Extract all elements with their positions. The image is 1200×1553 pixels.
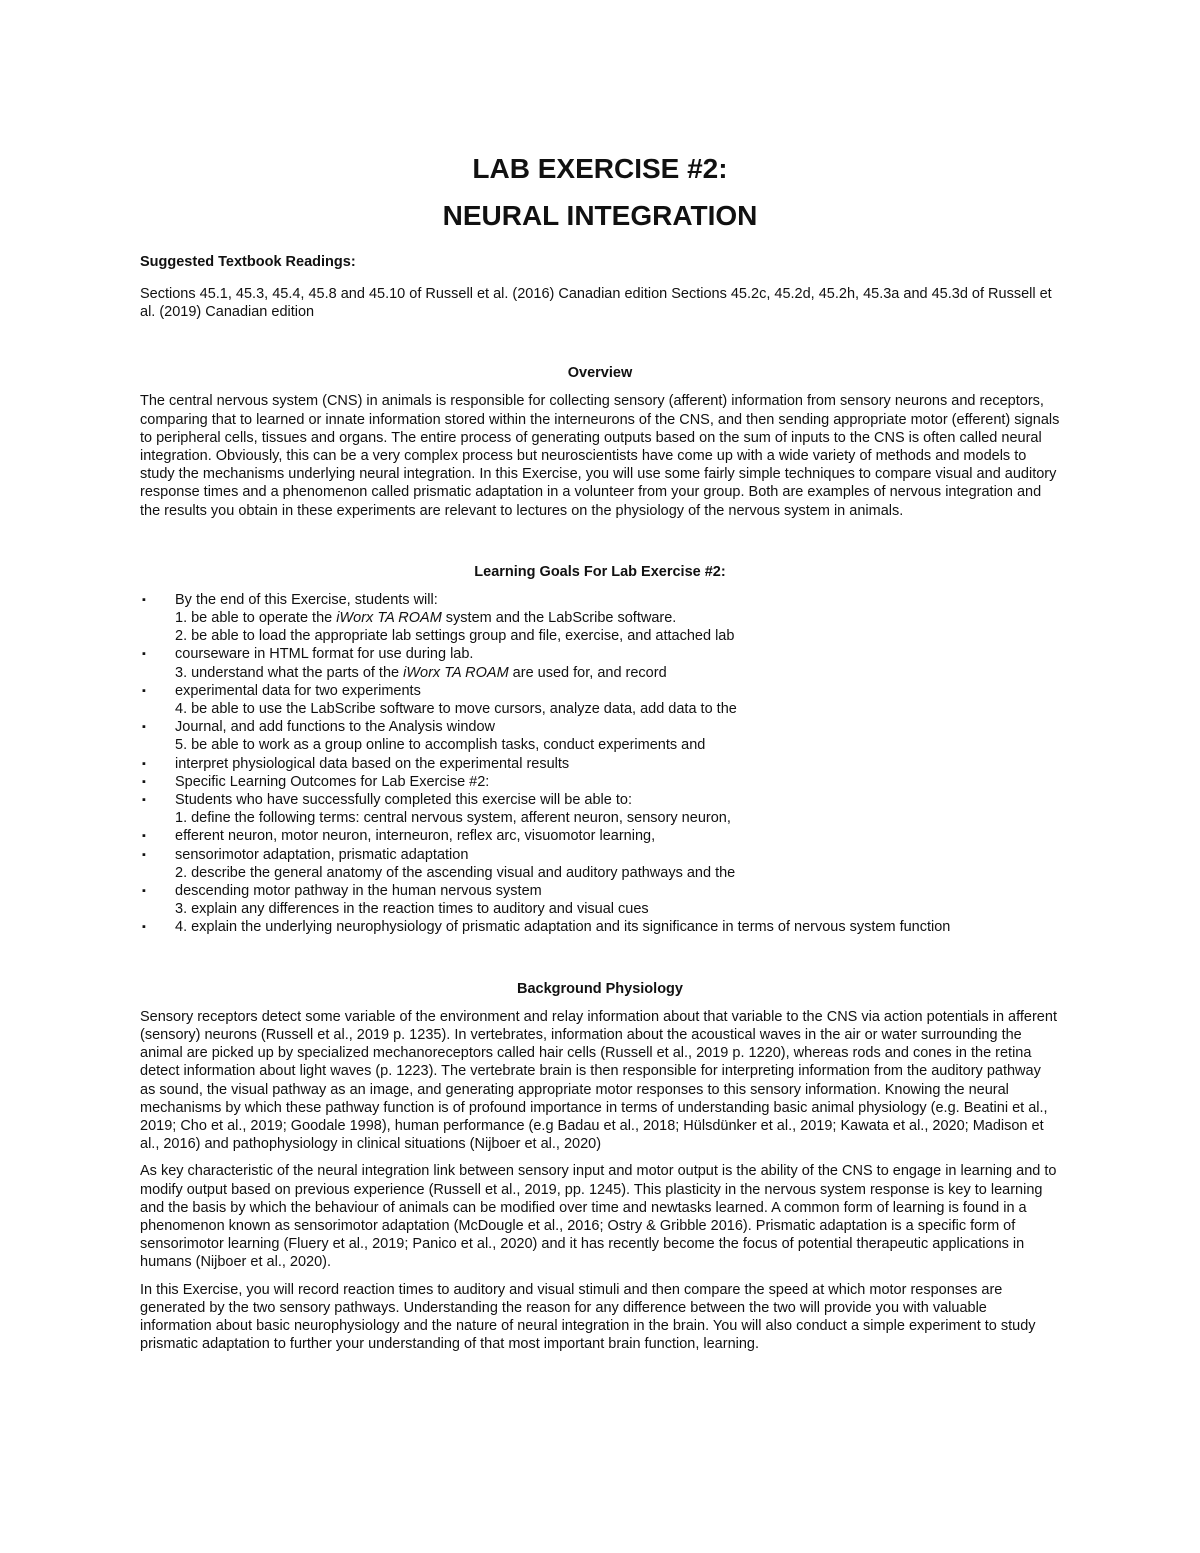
goal-text: Students who have successfully completed this exercise will be able to: <box>175 792 632 809</box>
goal-item <box>140 827 1060 845</box>
bullet-icon: ▪ <box>142 830 146 843</box>
goal-text: 3. explain any differences in the reaction times to auditory and visual cues <box>175 901 649 918</box>
goal-text: 5. be able to work as a group online to accomplish tasks, conduct experiments and <box>175 737 706 754</box>
learning-goals-heading: Learning Goals For Lab Exercise #2: <box>474 563 726 580</box>
document-title-line-1: LAB EXERCISE #2: <box>472 153 728 184</box>
goal-item <box>140 773 1060 791</box>
goal-text: interpret physiological data based on the experimental results <box>175 755 570 772</box>
overview-paragraph: The central nervous system (CNS) in animals is responsible for collecting sensory (afferent) information from sensory neurons and receptors, comparing that to learned or innate information stored within the interneurons of the CNS, and then sending appropriate motor (efferent) signals to peripheral cells, tissues and organs. The entire process of generating outputs based on the sum of inputs to the CNS is often called neural integration. Obviously, this can be a very complex process but neuroscientists have come up with a wide variety of methods and models to study the mechanisms underlying neural integration. In this Exercise, you will use some fairly simple techniques to compare visual and auditory response times and a phenomenon called prismatic adaptation in a volunteer from your group. Both are examples of nervous integration and the results you obtain in these experiments are relevant to lectures on the physiology of the nervous system in animals. <box>140 393 1060 519</box>
goal-item <box>140 718 1060 736</box>
goal-item <box>140 882 1060 900</box>
readings-text: Sections 45.1, 45.3, 45.4, 45.8 and 45.10 of Russell et al. (2016) Canadian edition Sections 45.2c, 45.2d, 45.2h, 45.3a and 45.3d of Russell et al. (2019) Canadian edition <box>140 286 1052 321</box>
goal-item <box>140 809 1060 827</box>
goal-text: experimental data for two experiments <box>175 682 421 699</box>
goal-text: descending motor pathway in the human nervous system <box>175 883 542 900</box>
goal-item <box>140 846 1060 864</box>
goal-item <box>140 700 1060 718</box>
goal-text: sensorimotor adaptation, prismatic adaptation <box>175 846 469 863</box>
bullet-icon: ▪ <box>142 757 146 770</box>
bullet-icon: ▪ <box>142 648 146 661</box>
bullet-icon: ▪ <box>142 684 146 697</box>
bullet-icon: ▪ <box>142 885 146 898</box>
goal-item <box>140 900 1060 918</box>
goal-text: 1. define the following terms: central nervous system, afferent neuron, sensory neuron, <box>175 810 731 827</box>
goal-text: 4. explain the underlying neurophysiology of prismatic adaptation and its significance in terms of nervous system function <box>175 919 951 936</box>
bullet-icon: ▪ <box>142 794 146 807</box>
goal-text: Journal, and add functions to the Analysis window <box>175 719 496 736</box>
goal-text-post: system and the LabScribe software. <box>441 610 677 627</box>
goal-text: efferent neuron, motor neuron, interneuron, reflex arc, visuomotor learning, <box>175 828 656 845</box>
goal-text: 2. describe the general anatomy of the ascending visual and auditory pathways and the <box>175 864 736 881</box>
background-paragraph-2: As key characteristic of the neural integration link between sensory input and motor output is the ability of the CNS to engage in learning and to modify output based on previous experience (Russell et al., 2019, pp. 1245). This plasticity in the nervous system response is key to learning and the basis by which the behaviour of animals can be modified over time and newtasks learned. A common form of learning is found in a phenomenon known as sensorimotor adaptation (McDougle et al., 2016; Ostry & Gribble 2016). Prismatic adaptation is a specific form of sensorimotor learning (Fluery et al., 2019; Panico et al., 2020) and it has recently become the focus of potential therapeutic applications in humans (Nijboer et al., 2020). <box>140 1163 1057 1271</box>
goal-text: Specific Learning Outcomes for Lab Exercise #2: <box>175 773 490 790</box>
goal-text-emphasis: iWorx TA ROAM <box>403 664 509 681</box>
bullet-icon: ▪ <box>142 921 146 934</box>
goal-item <box>140 627 1060 645</box>
goal-text-pre: 3. understand what the parts of the <box>175 664 404 681</box>
bullet-icon: ▪ <box>142 721 146 734</box>
document-title-line-2: NEURAL INTEGRATION <box>442 200 758 231</box>
readings-heading: Suggested Textbook Readings: <box>140 254 356 270</box>
goal-item <box>140 664 1060 682</box>
goal-text-post: are used for, and record <box>508 664 667 681</box>
goal-text-emphasis: iWorx TA ROAM <box>336 610 442 627</box>
bullet-icon: ▪ <box>142 848 146 861</box>
goal-text: By the end of this Exercise, students will: <box>175 591 438 608</box>
background-paragraph-1: Sensory receptors detect some variable of the environment and relay information about that variable to the CNS via action potentials in afferent (sensory) neurons (Russell et al., 2019 p. 1235). In vertebrates, information about the acoustical waves in the air or water surrounding the animal are picked up by specialized mechanoreceptors called hair cells (Russell et al., 2019 p. 1220), whereas rods and cones in the retina detect information about light waves (p. 1223). The vertebrate brain is then responsible for interpreting information from the auditory pathway as sound, the visual pathway as an image, and generating appropriate motor responses to this sensory information. Knowing the neural mechanisms by which these pathway function is of profound importance in terms of understanding basic animal physiology (e.g. Beatini et al., 2019; Cho et al., 2019; Goodale 1998), human performance (e.g Badau et al., 2018; Hülsdünker et al., 2019; Kawata et al., 2020; Madison et al., 2016) and pathophysiology in clinical situations (Nijboer et al., 2020) <box>140 1008 1057 1153</box>
goal-item <box>140 736 1060 754</box>
overview-heading: Overview <box>567 365 633 382</box>
background-heading: Background Physiology <box>517 980 683 997</box>
goal-item <box>140 791 1060 809</box>
goal-item <box>140 682 1060 700</box>
learning-goals-list <box>140 591 1060 937</box>
goal-text-pre: 1. be able to operate the <box>175 610 337 627</box>
bullet-icon: ▪ <box>142 775 146 788</box>
goal-item <box>140 918 1060 936</box>
goal-item <box>140 864 1060 882</box>
goal-text: 2. be able to load the appropriate lab settings group and file, exercise, and attached lab <box>175 628 735 645</box>
goal-item <box>140 591 1060 609</box>
goal-text: courseware in HTML format for use during lab. <box>175 646 474 663</box>
bullet-icon: ▪ <box>142 593 146 606</box>
document-page <box>140 150 1060 1353</box>
goal-item <box>140 609 1060 627</box>
goal-item <box>140 755 1060 773</box>
goal-item <box>140 645 1060 663</box>
background-paragraph-3: In this Exercise, you will record reaction times to auditory and visual stimuli and then compare the speed at which motor responses are generated by the two sensory pathways. Understanding the reason for any difference between the two will provide you with valuable information about basic neurophysiology and the nature of neural integration in the brain. You will also conduct a simple experiment to study prismatic adaptation to further your understanding of that most important brain function, learning. <box>140 1281 1036 1353</box>
goal-text: 4. be able to use the LabScribe software to move cursors, analyze data, add data to the <box>175 701 737 718</box>
